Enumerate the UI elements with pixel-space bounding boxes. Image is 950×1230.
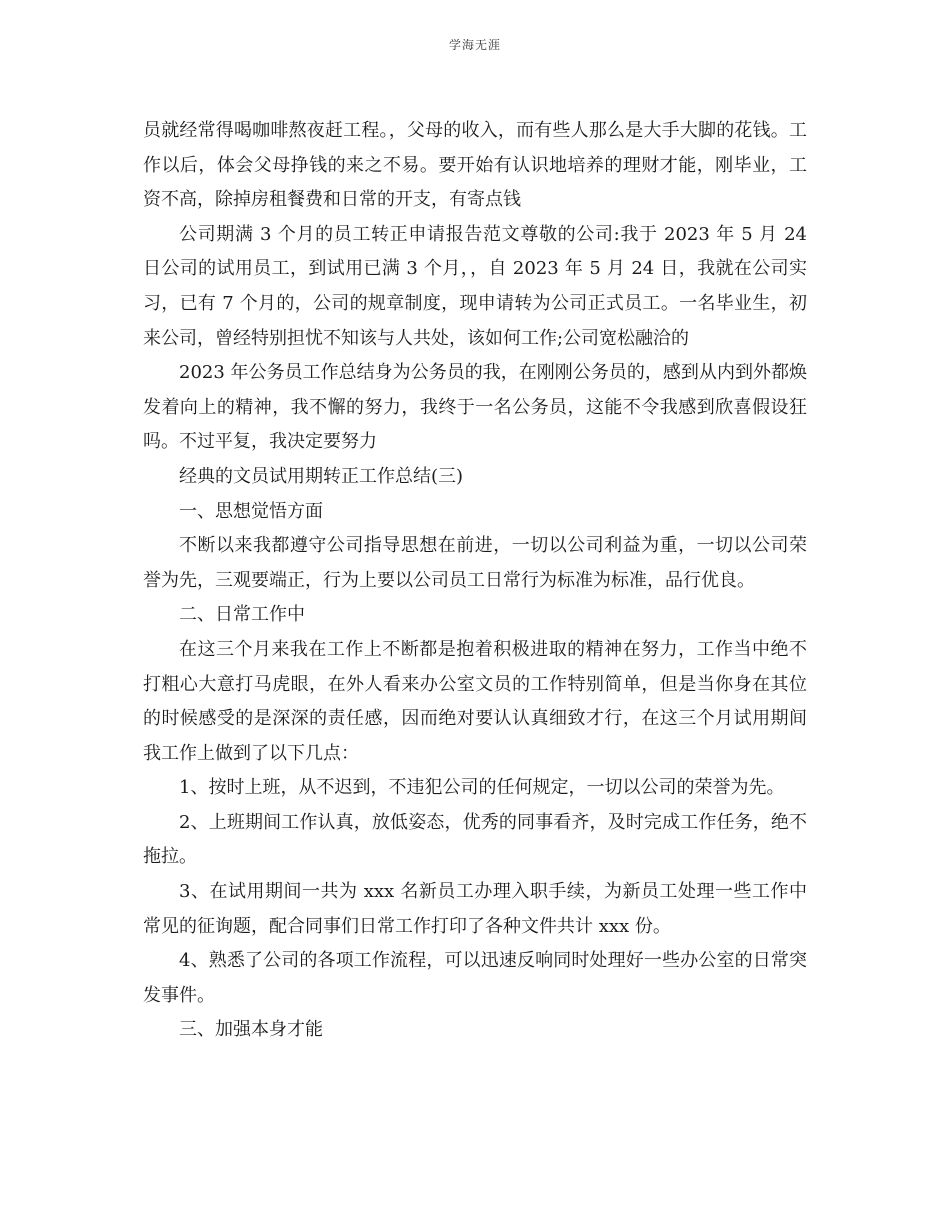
list-item-3: 3、在试用期间一共为 xxx 名新员工办理入职手续，为新员工处理一些工作中常见的征询题，配合同事们日常工作打印了各种文件共计 xxx 份。 — [143, 881, 807, 937]
paragraph-ideology: 不断以来我都遵守公司指导思想在前进，一切以公司利益为重，一切以公司荣誉为先，三观要端正，行为上要以公司员工日常行为标准为标准，品行优良。 — [143, 535, 807, 591]
heading-daily-work: 二、日常工作中 — [179, 604, 305, 626]
section-title: 经典的文员试用期转正工作总结(三) — [179, 465, 464, 487]
paragraph-1: 员就经常得喝咖啡熬夜赶工程。，父母的收入，而有些人那么是大手大脚的花钱。工作以后，体会父母挣钱的来之不易。要开始有认识地培养的理财才能，刚毕业，工资不高，除掉房租餐费和日常的开支，有寄点钱 — [143, 120, 807, 211]
paragraph-2: 公司期满 3 个月的员工转正申请报告范文尊敬的公司:我于 2023 年 5 月 24 日公司的试用员工，到试用已满 3 个月，，自 2023 年 5 月 24 日，我就在公司实习，已有 7 个月的，公司的规章制度，现申请转为公司正式员工。一名毕业生，初来公司，曾经特别担忧不知该与人共处，该如何工作;公司宽松融洽的 — [143, 223, 807, 349]
heading-ideology: 一、思想觉悟方面 — [179, 500, 323, 522]
paragraph-daily-work: 在这三个月来我在工作上不断都是抱着积极进取的精神在努力，工作当中绝不打粗心大意打马虎眼，在外人看来办公室文员的工作特别简单，但是当你身在其位的时候感受的是深深的责任感，因而绝对要认认真细致才行，在这三个月试用期间我工作上做到了以下几点： — [143, 638, 807, 764]
document-body — [143, 114, 807, 1048]
heading-self-improvement: 三、加强本身才能 — [179, 1019, 323, 1041]
list-item-1: 1、按时上班，从不迟到，不违犯公司的任何规定，一切以公司的荣誉为先。 — [179, 777, 785, 799]
page-header: 学海无涯 — [448, 38, 501, 52]
list-item-4: 4、熟悉了公司的各项工作流程，可以迅速反响同时处理好一些办公室的日常突发事件。 — [143, 950, 807, 1006]
list-item-2: 2、上班期间工作认真，放低姿态，优秀的同事看齐，及时完成工作任务，绝不拖拉。 — [143, 811, 807, 868]
paragraph-3: 2023 年公务员工作总结身为公务员的我，在刚刚公务员的，感到从内到外都焕发着向上的精神，我不懈的努力，我终于一名公务员，这能不令我感到欣喜假设狂吗。不过平复，我决定要努力 — [143, 362, 807, 453]
